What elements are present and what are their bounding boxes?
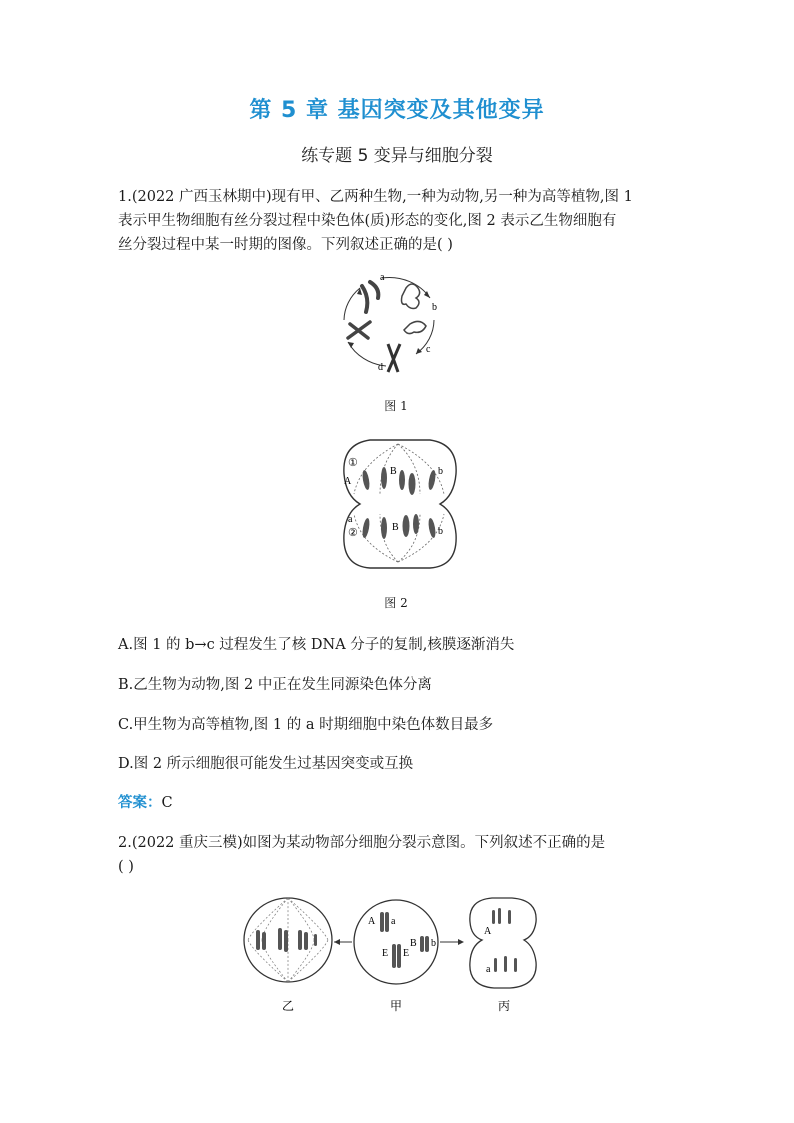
caption-jia: 甲 xyxy=(389,999,403,1013)
figure-2-cell xyxy=(340,434,460,574)
question-1-line-1: 1.(2022 广西玉林期中)现有甲、乙两种生物,一种为动物,另一种为高等植物,图 1 xyxy=(118,189,633,205)
question-1-line-3: 丝分裂过程中某一时期的图像。下列叙述正确的是( ) xyxy=(118,237,453,253)
answer-line xyxy=(118,791,173,812)
jia-label-b: b xyxy=(431,938,436,949)
figure-1-chromosome-cycle xyxy=(330,268,460,380)
cell-jia xyxy=(354,900,438,984)
bing-label-a: a xyxy=(486,964,491,975)
figure-2-label-b-top: b xyxy=(438,466,443,477)
figure-2-label-circle-1: ① xyxy=(348,457,358,469)
figure-1-label-a: a xyxy=(380,272,385,283)
jia-label-E-right: E xyxy=(403,948,410,959)
cell-bing xyxy=(470,898,536,988)
caption-bing: 丙 xyxy=(497,999,511,1013)
question-1-line-2: 表示甲生物细胞有丝分裂过程中染色体(质)形态的变化,图 2 表示乙生物细胞有 xyxy=(118,213,617,229)
jia-label-B: B xyxy=(410,938,417,949)
jia-label-a: a xyxy=(391,916,396,927)
figure-1-label-c: c xyxy=(426,344,431,355)
jia-label-A: A xyxy=(368,916,376,927)
option-c: C.甲生物为高等植物,图 1 的 a 时期细胞中染色体数目最多 xyxy=(118,717,494,733)
answer-label: 答案： xyxy=(118,795,162,811)
figure-2-label-B-top: B xyxy=(390,466,397,477)
chapter-title: 第 5 章 基因突变及其他变异 xyxy=(249,98,545,123)
bing-label-A: A xyxy=(484,926,492,937)
caption-yi: 乙 xyxy=(281,999,295,1013)
section-title: 练专题 5 变异与细胞分裂 xyxy=(301,146,493,166)
figure-2-label-A: A xyxy=(344,476,352,487)
figure-2-caption: 图 2 xyxy=(384,596,408,610)
figure-2-label-B-bottom: B xyxy=(392,522,399,533)
figure-2-label-b-bottom: b xyxy=(438,526,443,537)
figure-q2-cells xyxy=(242,890,552,1020)
answer-value: C xyxy=(161,795,173,811)
option-a: A.图 1 的 b→c 过程发生了核 DNA 分子的复制,核膜逐渐消失 xyxy=(118,637,515,653)
cell-yi xyxy=(244,898,332,982)
figure-1-caption: 图 1 xyxy=(384,399,408,413)
figure-2-label-circle-2: ② xyxy=(348,527,358,539)
question-2-line-1: 2.(2022 重庆三模)如图为某动物部分细胞分裂示意图。下列叙述不正确的是 xyxy=(118,835,606,851)
figure-1-label-d: d xyxy=(378,362,383,373)
question-2-line-2: ( ) xyxy=(118,859,134,875)
option-b: B.乙生物为动物,图 2 中正在发生同源染色体分离 xyxy=(118,677,432,693)
jia-label-E-left: E xyxy=(382,948,389,959)
question-2-stem xyxy=(118,831,678,879)
figure-1-label-b: b xyxy=(432,302,437,313)
figure-2-label-a: a xyxy=(348,514,353,525)
question-1-stem xyxy=(118,185,678,257)
option-d: D.图 2 所示细胞很可能发生过基因突变或互换 xyxy=(118,756,414,772)
